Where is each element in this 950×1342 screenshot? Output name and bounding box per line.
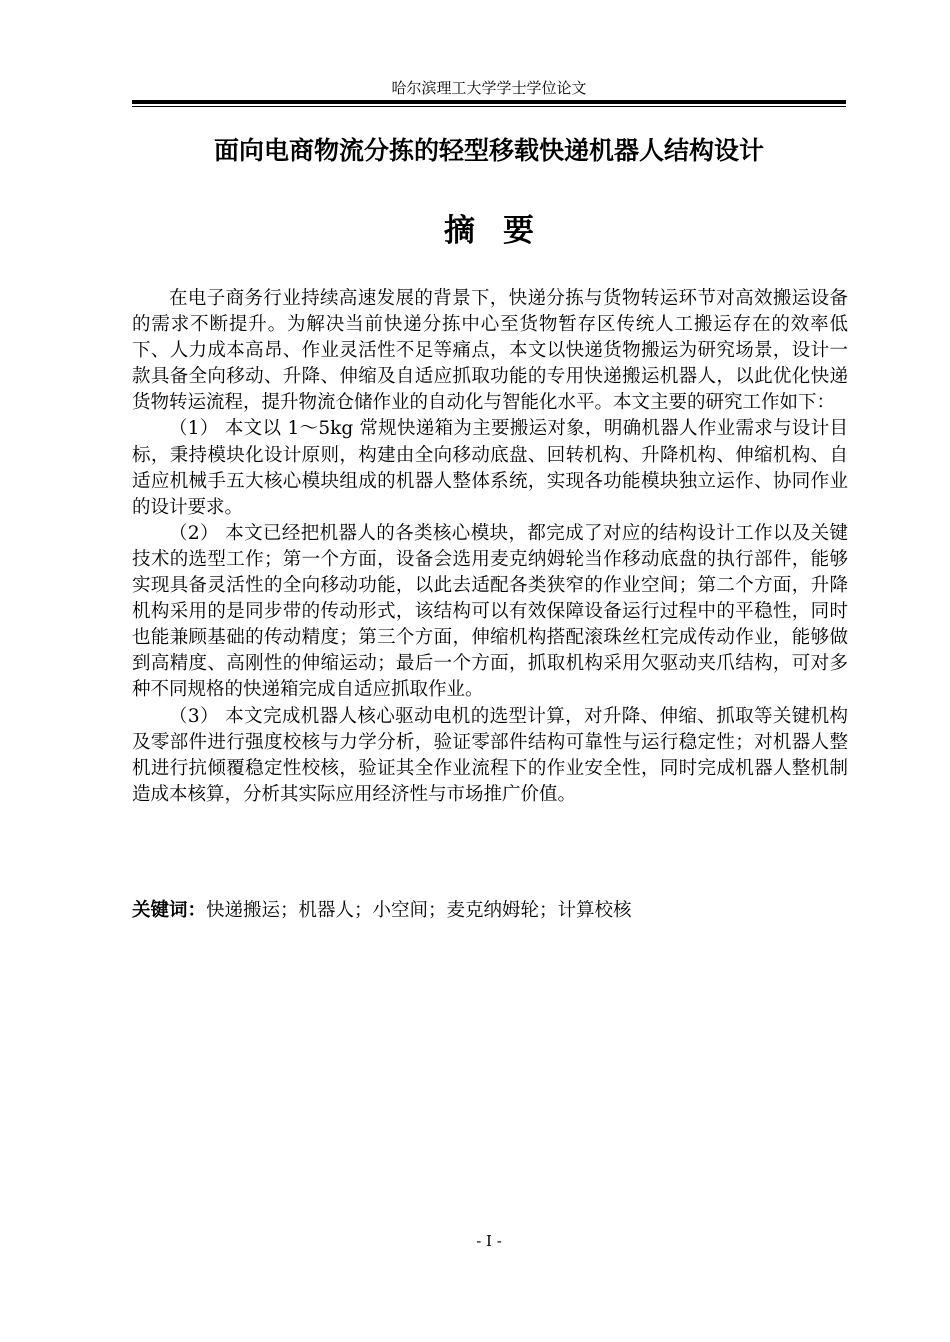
- page-number: - I -: [476, 1232, 502, 1250]
- abstract-paragraph-intro: 在电子商务行业持续高速发展的背景下，快递分拣与货物转运环节对高效搬运设备的需求不断提升。为解决当前快递分拣中心至货物暂存区传统人工搬运存在的效率低下、人力成本高昂、作业灵活性不足等痛点，本文以快递货物搬运为研究场景，设计一款具备全向移动、升降、伸缩及自适应抓取功能的专用快递搬运机器人，以此优化快递货物转运流程，提升物流仓储作业的自动化与智能化水平。本文主要的研究工作如下：: [132, 288, 848, 414]
- abstract-paragraph-1: （1） 本文以 1～5kg 常规快递箱为主要搬运对象，明确机器人作业需求与设计目标，秉持模块化设计原则，构建由全向移动底盘、回转机构、升降机构、伸缩机构、自适应机械手五大核心模块组成的机器人整体系统，实现各功能模块独立运作、协同作业的设计要求。: [132, 418, 848, 518]
- keywords-line: [132, 897, 846, 925]
- abstract-body: [132, 286, 848, 808]
- abstract-paragraph-2: （2） 本文已经把机器人的各类核心模块，都完成了对应的结构设计工作以及关键技术的选型工作；第一个方面，设备会选用麦克纳姆轮当作移动底盘的执行部件，能够实现具备灵活性的全向移动功能，以此去适配各类狭窄的作业空间；第二个方面，升降机构采用的是同步带的传动形式，该结构可以有效保障设备运行过程中的平稳性，同时也能兼顾基础的传动精度；第三个方面，伸缩机构搭配滚珠丝杠完成传动作业，能够做到高精度、高刚性的伸缩运动；最后一个方面，抓取机构采用欠驱动夹爪结构，可对多种不同规格的快递箱完成自适应抓取作业。: [132, 522, 848, 701]
- header-rule-thin: [132, 106, 846, 107]
- abstract-heading: 摘要: [444, 213, 562, 249]
- abstract-paragraph-3: （3） 本文完成机器人核心驱动电机的选型计算，对升降、伸缩、抓取等关键机构及零部件进行强度校核与力学分析，验证零部件结构可靠性与运行稳定性；对机器人整机进行抗倾覆稳定性校核，验证其全作业流程下的作业安全性，同时完成机器人整机制造成本核算，分析其实际应用经济性与市场推广价值。: [132, 705, 848, 805]
- keywords-text: 快递搬运；机器人；小空间；麦克纳姆轮；计算校核: [206, 900, 632, 921]
- thesis-title: 面向电商物流分拣的轻型移载快递机器人结构设计: [213, 136, 764, 165]
- running-header: 哈尔滨理工大学学士学位论文: [391, 79, 587, 97]
- header-rule: [132, 100, 846, 104]
- keywords-label: 关键词：: [132, 900, 207, 921]
